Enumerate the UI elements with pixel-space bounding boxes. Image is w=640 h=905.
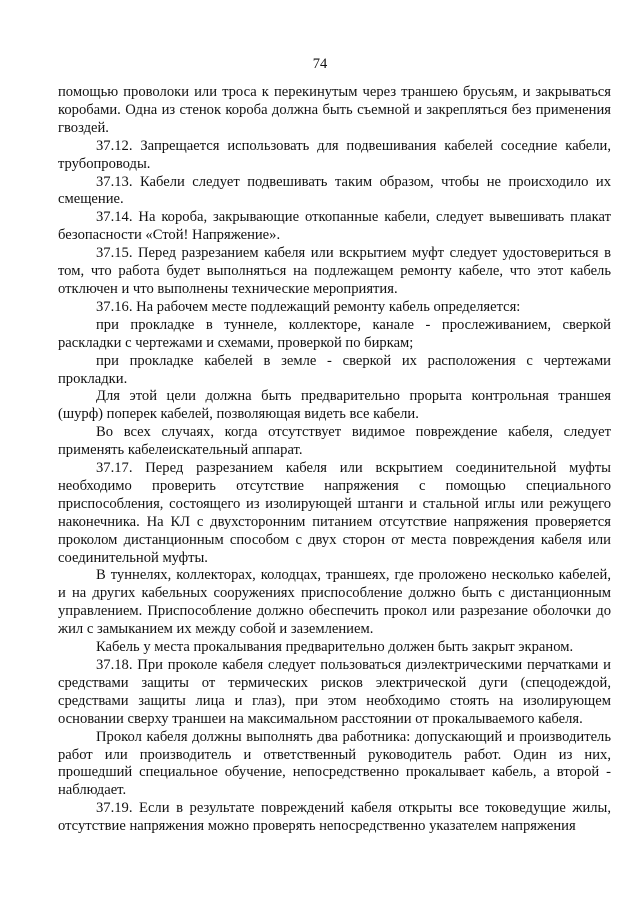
paragraph-tunnel-laying: при прокладке в туннеле, коллекторе, канале - прослеживанием, сверкой раскладки с чертежами и схемами, проверкой по биркам; [58, 316, 611, 351]
document-body [58, 84, 611, 836]
paragraph-screen: Кабель у места прокалывания предварительно должен быть закрыт экраном. [96, 639, 574, 656]
paragraph-37-13: 37.13. Кабели следует подвешивать таким образом, чтобы не происходило их смещение. [58, 173, 611, 208]
paragraph-37-17: 37.17. Перед разрезанием кабеля или вскрытием соединительной муфты необходимо проверить отсутствие напряжения с помощью специального приспособления, состоящего из изолирующей штанги и стальной иглы или режущего наконечника. На КЛ с двухсторонним питанием отсутствие напряжения проверяется проколом дистанционным способом с двух сторон от места повреждения кабеля или соединительной муфты. [58, 460, 611, 566]
paragraph-37-19: 37.19. Если в результате повреждений кабеля открыты все токоведущие жилы, отсутствие напряжения можно проверять непосредственно указателем напряжения [58, 800, 611, 835]
paragraph-cable-finder: Во всех случаях, когда отсутствует видимое повреждение кабеля, следует применять кабелеискательный аппарат. [58, 424, 611, 459]
page-number: 74 [312, 56, 328, 72]
paragraph-two-workers: Прокол кабеля должны выполнять два работника: допускающий и производитель работ или производитель и ответственный руководитель работ. Один из них, прошедший специальное обучение, непосредственно прокалывает кабель, а второй - наблюдает. [58, 728, 611, 799]
paragraph-37-14: 37.14. На короба, закрывающие откопанные кабели, следует вывешивать плакат безопасности «Стой! Напряжение». [58, 209, 611, 244]
paragraph-37-18: 37.18. При проколе кабеля следует пользоваться диэлектрическими перчатками и средствами защиты от термических рисков электрической дуги (спецодеждой, средствами защиты лица и глаз), при этом необходимо стоять на изолирующем основании сверху траншеи на максимальном расстоянии от прокалываемого кабеля. [58, 657, 611, 727]
paragraph-control-trench: Для этой цели должна быть предварительно прорыта контрольная траншея (шурф) поперек кабелей, позволяющая видеть все кабели. [58, 388, 611, 423]
paragraph-37-16: 37.16. На рабочем месте подлежащий ремонту кабель определяется: [96, 298, 521, 315]
paragraph-tunnels-remote: В туннелях, коллекторах, колодцах, траншеях, где проложено несколько кабелей, и на других кабельных сооружениях приспособление должно быть с дистанционным управлением. Приспособление должно обеспечить прокол или разрезание оболочки до жил с замыканием их между собой и заземлением. [58, 567, 611, 638]
paragraph-ground-laying: при прокладке кабелей в земле - сверкой их расположения с чертежами прокладки. [58, 352, 611, 387]
paragraph-37-12: 37.12. Запрещается использовать для подвешивания кабелей соседние кабели, трубопроводы. [58, 137, 611, 172]
paragraph-continuation: помощью проволоки или троса к перекинутым через траншею брусьям, и закрываться коробами. Одна из стенок короба должна быть съемной и закрепляться без применения гвоздей. [58, 84, 611, 136]
paragraph-37-15: 37.15. Перед разрезанием кабеля или вскрытием муфт следует удостовериться в том, что работа будет выполняться на подлежащем ремонту кабеле, что этот кабель отключен и что выполнены технические мероприятия. [58, 245, 611, 297]
